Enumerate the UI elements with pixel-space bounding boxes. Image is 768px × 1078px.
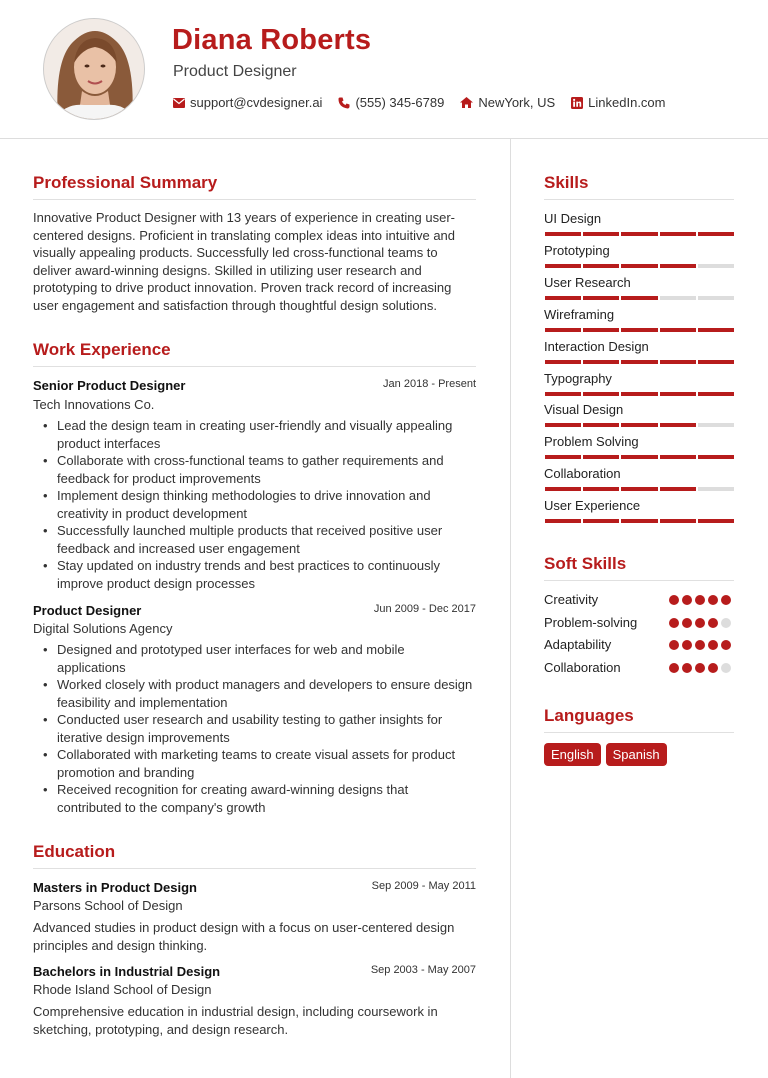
summary-rule — [33, 199, 476, 200]
phone-text: (555) 345-6789 — [355, 95, 445, 110]
skill-level-segment — [660, 487, 696, 491]
degree-description: Advanced studies in product design with a focus on user-centered design principles and design thinking. — [33, 920, 455, 953]
skill-level-segment — [660, 296, 696, 300]
skill-level-segment — [583, 455, 619, 459]
summary-heading: Professional Summary — [33, 173, 218, 192]
rating-dot — [669, 595, 679, 605]
phone-icon — [338, 97, 350, 109]
languages-heading: Languages — [544, 706, 634, 725]
job-title: Product Designer — [33, 603, 142, 618]
rating-dot — [695, 663, 705, 673]
skill-level-segment — [698, 328, 734, 332]
job-bullets — [43, 417, 473, 592]
bullet-item: • Designed and prototyped user interfaces for web and mobile applications — [43, 641, 473, 676]
job-bullets — [43, 641, 473, 816]
skill-level-segment — [660, 328, 696, 332]
skill-level-segment — [621, 392, 657, 396]
column-divider — [510, 139, 511, 1078]
rating-dot — [695, 640, 705, 650]
languages-rule — [544, 732, 734, 733]
location-text: NewYork, US — [478, 95, 556, 110]
skill-level-segment — [545, 392, 581, 396]
rating-dot — [669, 663, 679, 673]
contact-linkedin[interactable] — [571, 95, 665, 110]
portrait-icon — [44, 19, 145, 120]
envelope-icon — [173, 98, 185, 108]
skill-level-bar — [545, 455, 734, 459]
skill-level-segment — [621, 360, 657, 364]
email-text: support@cvdesigner.ai — [190, 95, 323, 110]
soft-skill-label: Collaboration — [544, 659, 621, 675]
skill-level-segment — [545, 232, 581, 236]
skill-level-segment — [698, 487, 734, 491]
rating-dot — [669, 640, 679, 650]
skill-level-segment — [621, 487, 657, 491]
bullet-item: • Stay updated on industry trends and best practices to continuously improve product design processes — [43, 557, 473, 592]
skill-level-segment — [698, 360, 734, 364]
skill-label: Interaction Design — [544, 338, 649, 354]
bullet-item: • Collaborated with marketing teams to create visual assets for product promotion and branding — [43, 746, 473, 781]
skill-level-segment — [583, 360, 619, 364]
contact-bar — [173, 95, 682, 110]
skill-level-segment — [545, 296, 581, 300]
skill-level-segment — [545, 360, 581, 364]
skill-level-segment — [621, 455, 657, 459]
skill-level-segment — [583, 296, 619, 300]
degree-description: Comprehensive education in industrial design, including coursework in sketching, prototyping, and design research. — [33, 1004, 438, 1037]
bullet-item: • Implement design thinking methodologies to drive innovation and creativity in product development — [43, 487, 473, 522]
skill-level-segment — [545, 328, 581, 332]
summary-text: Innovative Product Designer with 13 years of experience in creating user-centered designs. Proficient in translating complex ideas into intuitive and visually appealing products. Successfully led cross-functional teams to deliver award-winning designs. Skilled in utilizing user research and prototyping to drive product innovation. Proven track record of increasing user engagement and satisfaction through thoughtful design solutions. — [33, 210, 456, 313]
bullet-item: • Received recognition for creating award-winning designs that contributed to the company's growth — [43, 781, 473, 816]
rating-dot — [682, 595, 692, 605]
soft-skills-rule — [544, 580, 734, 581]
language-tag: Spanish — [606, 743, 667, 766]
bullet-item: • Successfully launched multiple products that received positive user feedback and increased user engagement — [43, 522, 473, 557]
skill-level-segment — [698, 392, 734, 396]
rating-dot — [708, 618, 718, 628]
skill-level-bar — [545, 423, 734, 427]
soft-skill-rating — [669, 640, 731, 650]
skill-level-bar — [545, 392, 734, 396]
education-heading: Education — [33, 842, 116, 861]
skill-level-segment — [660, 423, 696, 427]
profile-photo — [43, 18, 145, 120]
degree-title: Masters in Product Design — [33, 880, 197, 895]
skill-level-segment — [621, 296, 657, 300]
bullet-item: • Lead the design team in creating user-friendly and visually appealing product interfaces — [43, 417, 473, 452]
skill-level-segment — [583, 264, 619, 268]
candidate-name: Diana Roberts — [172, 24, 372, 56]
bullet-item: • Collaborate with cross-functional teams to gather requirements and feedback for product improvements — [43, 452, 473, 487]
contact-email[interactable] — [173, 95, 322, 110]
rating-dot — [695, 618, 705, 628]
experience-heading: Work Experience — [33, 340, 171, 359]
rating-dot — [721, 640, 731, 650]
rating-dot — [721, 618, 731, 628]
rating-dot — [682, 663, 692, 673]
bullet-item: • Conducted user research and usability testing to gather insights for iterative design improvements — [43, 711, 473, 746]
skill-level-segment — [545, 519, 581, 523]
skill-level-bar — [545, 519, 734, 523]
contact-phone[interactable] — [338, 95, 444, 110]
home-icon — [460, 97, 473, 108]
soft-skill-label: Adaptability — [544, 637, 612, 652]
skill-level-segment — [545, 264, 581, 268]
skill-label: Typography — [544, 370, 612, 386]
skill-label: Collaboration — [544, 466, 621, 482]
skill-level-bar — [545, 487, 734, 491]
skill-level-segment — [660, 519, 696, 523]
skill-level-segment — [660, 455, 696, 459]
skill-level-bar — [545, 328, 734, 332]
skill-level-segment — [660, 392, 696, 396]
skill-label: Problem Solving — [544, 434, 639, 450]
skill-level-bar — [545, 232, 734, 236]
skill-label: User Experience — [544, 498, 641, 514]
skill-level-segment — [621, 423, 657, 427]
degree-date: Sep 2003 - May 2007 — [370, 964, 476, 976]
job-title: Senior Product Designer — [33, 378, 186, 393]
rating-dot — [721, 595, 731, 605]
resume-header — [0, 0, 768, 139]
skill-level-bar — [545, 296, 734, 300]
soft-skill-rating — [669, 618, 731, 628]
rating-dot — [708, 640, 718, 650]
skills-rule — [544, 199, 734, 200]
job-date: Jun 2009 - Dec 2017 — [373, 603, 476, 615]
linkedin-icon — [571, 97, 583, 109]
skill-level-segment — [698, 232, 734, 236]
contact-location — [460, 95, 555, 110]
skill-level-segment — [698, 264, 734, 268]
job-company: Tech Innovations Co. — [33, 397, 155, 412]
skill-level-segment — [698, 423, 734, 427]
skill-level-segment — [583, 487, 619, 491]
degree-date: Sep 2009 - May 2011 — [371, 880, 476, 892]
skill-level-segment — [545, 455, 581, 459]
soft-skills-heading: Soft Skills — [544, 554, 627, 573]
linkedin-text: LinkedIn.com — [588, 95, 666, 110]
rating-dot — [721, 663, 731, 673]
skill-level-segment — [698, 296, 734, 300]
skill-level-segment — [660, 264, 696, 268]
job-date: Jan 2018 - Present — [383, 378, 476, 390]
skill-level-segment — [698, 455, 734, 459]
skill-level-segment — [545, 487, 581, 491]
skill-level-segment — [621, 519, 657, 523]
skill-level-segment — [583, 519, 619, 523]
rating-dot — [708, 595, 718, 605]
skill-level-segment — [583, 232, 619, 236]
skill-level-segment — [583, 423, 619, 427]
skill-level-segment — [583, 328, 619, 332]
rating-dot — [669, 618, 679, 628]
skill-level-segment — [621, 328, 657, 332]
rating-dot — [682, 640, 692, 650]
languages-list — [544, 743, 667, 766]
skill-label: UI Design — [544, 211, 602, 226]
school-name: Parsons School of Design — [33, 898, 183, 913]
soft-skill-rating — [669, 595, 731, 605]
candidate-title: Product Designer — [173, 63, 297, 80]
skill-level-segment — [698, 519, 734, 523]
skill-level-segment — [621, 232, 657, 236]
bullet-item: • Worked closely with product managers and developers to ensure design feasibility and implementation — [43, 676, 473, 711]
soft-skill-rating — [669, 663, 731, 673]
experience-rule — [33, 366, 476, 367]
skill-label: Prototyping — [544, 242, 610, 258]
education-rule — [33, 868, 476, 869]
skill-level-segment — [660, 232, 696, 236]
skill-level-segment — [621, 264, 657, 268]
skill-level-bar — [545, 360, 734, 364]
skill-label: Visual Design — [544, 402, 624, 418]
skill-level-segment — [660, 360, 696, 364]
skill-label: User Research — [544, 274, 631, 290]
language-tag: English — [544, 743, 601, 766]
skill-level-segment — [583, 392, 619, 396]
soft-skill-label: Creativity — [544, 592, 599, 607]
degree-title: Bachelors in Industrial Design — [33, 964, 221, 979]
skills-heading: Skills — [544, 173, 589, 192]
rating-dot — [695, 595, 705, 605]
school-name: Rhode Island School of Design — [33, 982, 212, 997]
rating-dot — [682, 618, 692, 628]
rating-dot — [708, 663, 718, 673]
job-company: Digital Solutions Agency — [33, 621, 173, 636]
skill-level-bar — [545, 264, 734, 268]
skill-level-segment — [545, 423, 581, 427]
skill-label: Wireframing — [544, 306, 615, 322]
soft-skill-label: Problem-solving — [544, 614, 638, 630]
